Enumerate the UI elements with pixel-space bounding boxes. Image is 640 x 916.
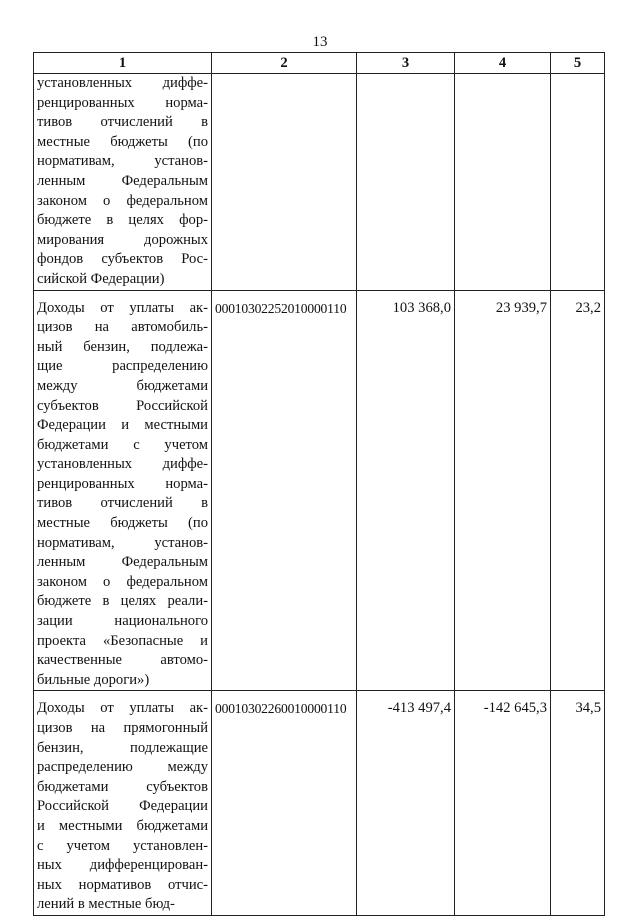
- header-col-1: 1: [34, 53, 212, 74]
- income-name-line: бензин, подлежащие: [37, 739, 208, 756]
- income-name-line: зации национального: [37, 613, 208, 630]
- income-name-line: между бюджетами: [37, 377, 208, 394]
- income-name-line: лений в местные бюд-: [37, 896, 175, 913]
- income-name-line: сийской Федерации): [37, 270, 165, 287]
- actual-value-cell: [455, 74, 551, 291]
- income-name-cell: [34, 290, 212, 691]
- income-name-line: бильные дороги»): [37, 671, 150, 688]
- income-name-line: законом о федеральном: [37, 573, 208, 590]
- percent-cell: 34,5: [551, 691, 605, 916]
- income-name-line: бюджете в целях реали-: [37, 593, 208, 610]
- income-name-line: Доходы от уплаты ак-: [37, 299, 208, 316]
- header-col-3: 3: [357, 53, 455, 74]
- income-name-line: цизов на автомобиль-: [37, 319, 208, 336]
- income-name-line: законом о федеральном: [37, 192, 208, 209]
- income-name-line: щие распределению: [37, 358, 208, 375]
- percent-cell: 23,2: [551, 290, 605, 691]
- income-name-line: с учетом установлен-: [37, 837, 208, 854]
- plan-value-cell: -413 497,4: [357, 691, 455, 916]
- income-name-line: ленным Федеральным: [37, 554, 208, 571]
- income-name-cell: [34, 74, 212, 291]
- income-name-line: ный бензин, подлежа-: [37, 338, 208, 355]
- plan-value-cell: 103 368,0: [357, 290, 455, 691]
- budget-code-cell: [212, 74, 357, 291]
- income-name-line: бюджетами субъектов: [37, 778, 208, 795]
- revenue-table: [33, 52, 605, 916]
- income-name-line: тивов отчислений в: [37, 114, 208, 131]
- header-col-2: 2: [212, 53, 357, 74]
- income-name-line: нормативам, установ-: [37, 534, 208, 551]
- table-row: [34, 290, 605, 691]
- header-col-5: 5: [551, 53, 605, 74]
- income-name-line: ренцированных норма-: [37, 475, 208, 492]
- page-number: 13: [312, 34, 328, 50]
- income-name-line: и местными бюджетами: [37, 817, 208, 834]
- income-name-line: субъектов Российской: [37, 397, 208, 414]
- budget-code-cell: 00010302260010000110: [212, 691, 357, 916]
- income-name-line: тивов отчислений в: [37, 495, 208, 512]
- income-name-line: местные бюджеты (по: [37, 515, 208, 532]
- percent-cell: [551, 74, 605, 291]
- income-name-line: ных дифференцирован-: [37, 857, 208, 874]
- income-name-line: бюджетами с учетом: [37, 436, 208, 453]
- income-name-line: Российской Федерации: [37, 798, 208, 815]
- income-name-line: установленных диффе-: [37, 75, 208, 91]
- plan-value-cell: [357, 74, 455, 291]
- actual-value-cell: 23 939,7: [455, 290, 551, 691]
- income-name-line: фондов субъектов Рос-: [37, 251, 208, 268]
- income-name-line: ленным Федеральным: [37, 172, 208, 189]
- budget-code-cell: 00010302252010000110: [212, 290, 357, 691]
- income-name-line: качественные автомо-: [37, 652, 208, 669]
- income-name-line: Доходы от уплаты ак-: [37, 700, 208, 717]
- income-name-line: распределению между: [37, 759, 208, 776]
- header-row: [34, 53, 605, 74]
- income-name-line: цизов на прямогонный: [37, 720, 208, 736]
- income-name-line: бюджете в целях фор-: [37, 212, 208, 229]
- income-name-line: проекта «Безопасные и: [37, 632, 208, 649]
- income-name-line: Федерации и местными: [37, 417, 208, 434]
- table-row: [34, 74, 605, 291]
- actual-value-cell: -142 645,3: [455, 691, 551, 916]
- income-name-line: ренцированных норма-: [37, 94, 208, 111]
- table-row: [34, 691, 605, 916]
- income-name-cell: [34, 691, 212, 916]
- income-name-line: ных нормативов отчис-: [37, 876, 208, 893]
- income-name-line: установленных диффе-: [37, 456, 208, 473]
- income-name-line: нормативам, установ-: [37, 153, 208, 170]
- header-col-4: 4: [455, 53, 551, 74]
- income-name-line: мирования дорожных: [37, 231, 208, 248]
- income-name-line: местные бюджеты (по: [37, 133, 208, 150]
